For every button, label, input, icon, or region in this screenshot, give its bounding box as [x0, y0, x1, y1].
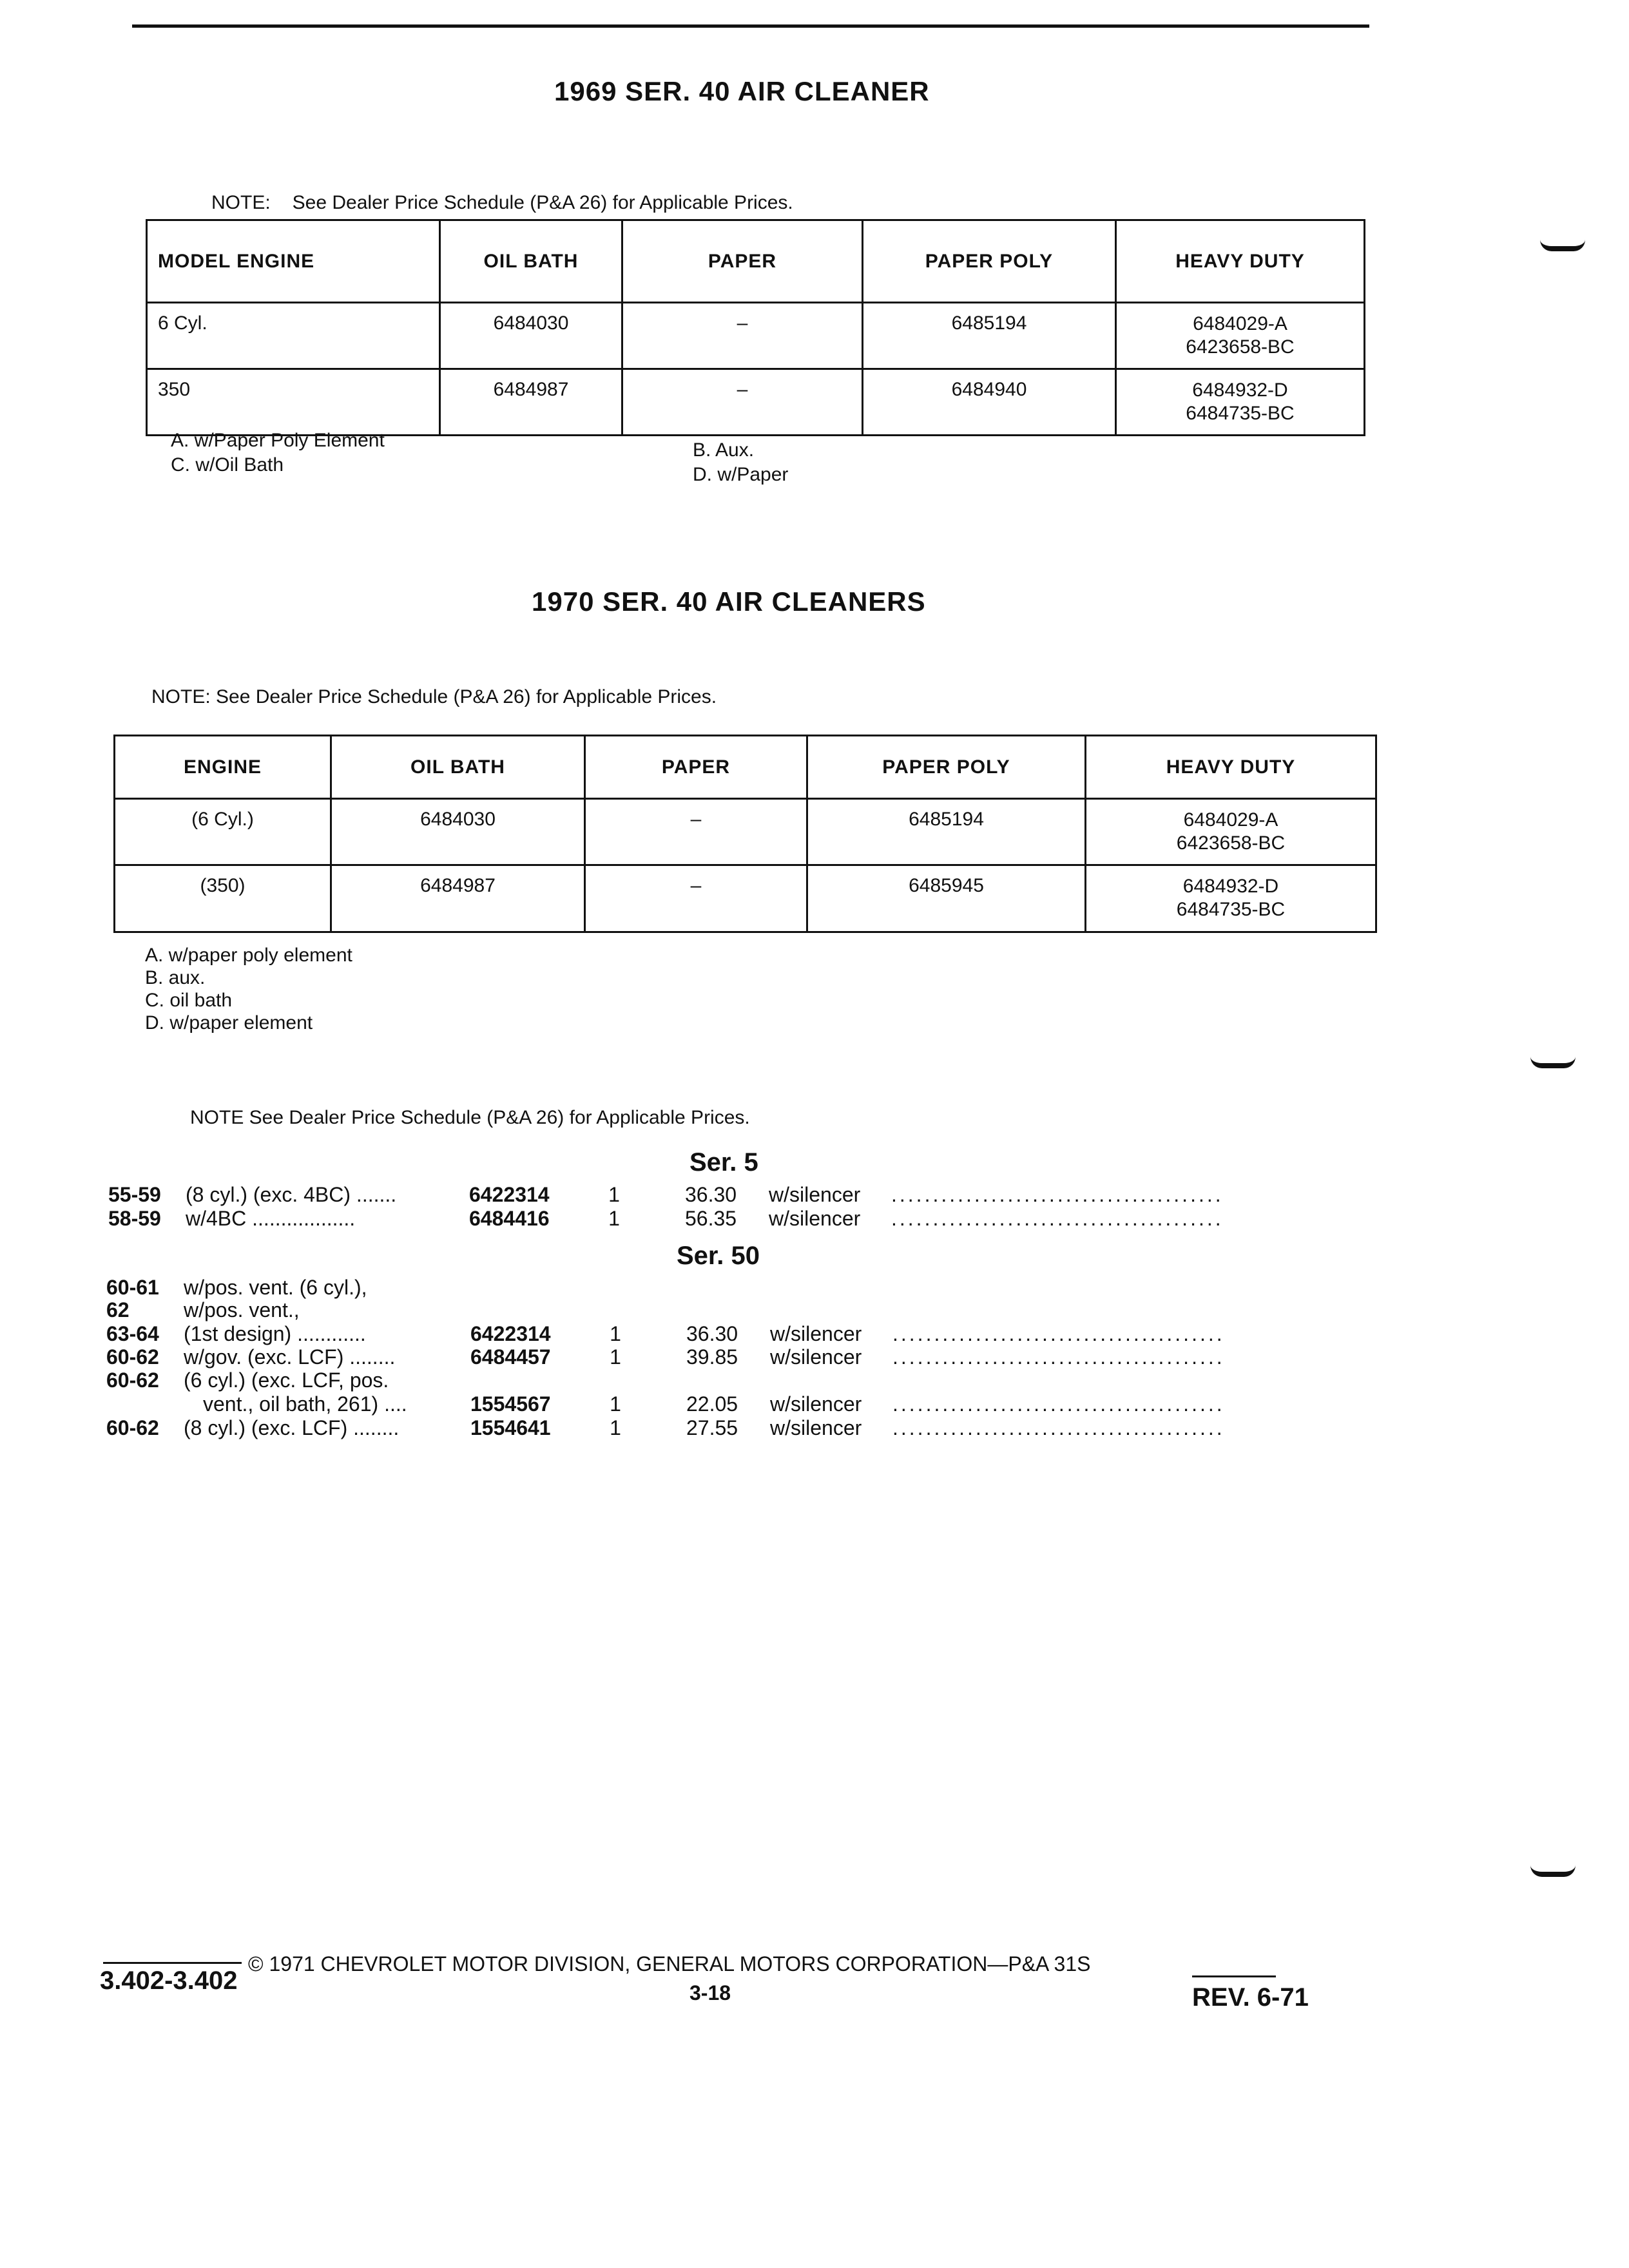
- list-item: [106, 1416, 1225, 1439]
- section1-table: [146, 219, 1365, 436]
- section1-footnotes-left: [171, 428, 385, 477]
- dot-leader: ........................................: [892, 1416, 1225, 1439]
- column-header: HEAVY DUTY: [1116, 220, 1365, 303]
- binding-mark: [1530, 1865, 1576, 1877]
- column-header: OIL BATH: [331, 736, 585, 799]
- description: w/gov. (exc. LCF) ........: [184, 1345, 396, 1369]
- part-number: 6422314: [470, 1322, 551, 1345]
- heavy-duty-part: 6484029-A: [1193, 313, 1287, 334]
- footnote: D. w/Paper: [693, 464, 789, 485]
- top-rule: [132, 24, 1369, 28]
- price: 27.55: [686, 1416, 738, 1439]
- footer-section-number: 3.402-3.402: [100, 1966, 238, 1995]
- section1-title: 1969 SER. 40 AIR CLEANER: [554, 76, 930, 106]
- heavy-duty-cell: [1086, 865, 1376, 932]
- heavy-duty-part: 6484932-D: [1192, 380, 1288, 401]
- quantity: 1: [610, 1392, 621, 1416]
- description: w/pos. vent. (6 cyl.),: [184, 1276, 367, 1299]
- section2-note: NOTE: See Dealer Price Schedule (P&A 26) for Applicable Prices.: [151, 686, 717, 707]
- paper-poly-cell: 6485945: [807, 865, 1086, 932]
- heavy-duty-part: 6484029-A: [1183, 809, 1278, 831]
- column-header: HEAVY DUTY: [1086, 736, 1376, 799]
- years: 55-59: [108, 1183, 161, 1206]
- dot-leader: ........................................: [892, 1392, 1225, 1416]
- list-item: [106, 1369, 389, 1392]
- footer-rule-left: [103, 1962, 242, 1964]
- section1-note-text: See Dealer Price Schedule (P&A 26) for Applicable Prices.: [292, 192, 793, 213]
- oil-bath-cell: 6484030: [440, 303, 622, 369]
- years: 62: [106, 1298, 130, 1321]
- part-number: 6422314: [469, 1183, 550, 1206]
- heavy-duty-cell: [1086, 799, 1376, 865]
- heavy-duty-part: 6484735-BC: [1186, 403, 1295, 424]
- section3-note: NOTE See Dealer Price Schedule (P&A 26) for Applicable Prices.: [190, 1107, 750, 1128]
- ser50-heading: Ser. 50: [677, 1242, 760, 1270]
- column-header: MODEL ENGINE: [147, 220, 440, 303]
- heavy-duty-part: 6484932-D: [1182, 876, 1279, 897]
- description: (6 cyl.) (exc. LCF, pos.: [184, 1369, 389, 1392]
- paper-cell: –: [585, 799, 807, 865]
- column-header: OIL BATH: [440, 220, 622, 303]
- description: (8 cyl.) (exc. LCF) ........: [184, 1416, 400, 1439]
- heavy-duty-cell: [1116, 303, 1365, 369]
- price: 36.30: [685, 1183, 737, 1206]
- footer-page-number: 3-18: [689, 1981, 731, 2004]
- footnote: D. w/paper element: [145, 1012, 313, 1033]
- years: 60-61: [106, 1276, 159, 1299]
- engine-cell: (350): [115, 865, 331, 932]
- paper-cell: –: [622, 369, 863, 436]
- section1-note: [211, 192, 793, 214]
- years: 60-62: [106, 1369, 159, 1392]
- heavy-duty-cell: [1116, 369, 1365, 436]
- quantity: 1: [610, 1322, 621, 1345]
- remark: w/silencer: [769, 1183, 861, 1206]
- list-item: [106, 1298, 300, 1321]
- column-header: ENGINE: [115, 736, 331, 799]
- binding-mark: [1540, 240, 1585, 251]
- heavy-duty-part: 6423658-BC: [1176, 832, 1286, 854]
- years: 63-64: [106, 1322, 159, 1345]
- footnote: C. w/Oil Bath: [171, 454, 284, 476]
- quantity: 1: [610, 1345, 621, 1369]
- description: (8 cyl.) (exc. 4BC) .......: [186, 1183, 397, 1206]
- section2-table: [113, 735, 1377, 933]
- section2-footnotes: [145, 944, 352, 1034]
- table-header-row: [147, 220, 1365, 303]
- heavy-duty-part: 6484735-BC: [1176, 899, 1286, 920]
- oil-bath-cell: 6484987: [331, 865, 585, 932]
- column-header: PAPER POLY: [863, 220, 1116, 303]
- footer-copyright: © 1971 CHEVROLET MOTOR DIVISION, GENERAL MOTORS CORPORATION—P&A 31S: [248, 1952, 1091, 1975]
- footnote: B. aux.: [145, 967, 206, 988]
- list-item: [106, 1322, 1225, 1345]
- list-item: [106, 1392, 1225, 1416]
- footnote: B. Aux.: [693, 439, 755, 461]
- ser5-heading: Ser. 5: [689, 1148, 758, 1177]
- list-item: [108, 1183, 1224, 1206]
- years: 60-62: [106, 1416, 159, 1439]
- section1-note-label: NOTE:: [211, 192, 271, 213]
- table-row: [147, 369, 1365, 436]
- dot-leader: ........................................: [891, 1183, 1224, 1206]
- dot-leader: ........................................: [892, 1322, 1225, 1345]
- price: 22.05: [686, 1392, 738, 1416]
- engine-cell: 6 Cyl.: [147, 303, 440, 369]
- description: vent., oil bath, 261) ....: [203, 1392, 407, 1416]
- column-header: PAPER: [622, 220, 863, 303]
- remark: w/silencer: [770, 1345, 862, 1369]
- list-item: [108, 1207, 1224, 1230]
- quantity: 1: [608, 1207, 620, 1230]
- quantity: 1: [608, 1183, 620, 1206]
- description: w/4BC ..................: [186, 1207, 356, 1230]
- remark: w/silencer: [770, 1416, 862, 1439]
- list-item: [106, 1345, 1225, 1369]
- quantity: 1: [610, 1416, 621, 1439]
- oil-bath-cell: 6484030: [331, 799, 585, 865]
- part-number: 1554567: [470, 1392, 551, 1416]
- years: 60-62: [106, 1345, 159, 1369]
- footnote: C. oil bath: [145, 990, 233, 1011]
- column-header: PAPER: [585, 736, 807, 799]
- price: 39.85: [686, 1345, 738, 1369]
- price: 56.35: [685, 1207, 737, 1230]
- heavy-duty-part: 6423658-BC: [1186, 336, 1295, 358]
- footer-revision: REV. 6-71: [1192, 1983, 1309, 2012]
- list-item: [106, 1276, 367, 1299]
- table-row: [115, 799, 1376, 865]
- table-row: [147, 303, 1365, 369]
- section1-footnotes-right: [693, 438, 788, 487]
- paper-cell: –: [622, 303, 863, 369]
- paper-cell: –: [585, 865, 807, 932]
- remark: w/silencer: [770, 1392, 862, 1416]
- years: 58-59: [108, 1207, 161, 1230]
- paper-poly-cell: 6484940: [863, 369, 1116, 436]
- engine-cell: (6 Cyl.): [115, 799, 331, 865]
- remark: w/silencer: [770, 1322, 862, 1345]
- binding-mark: [1530, 1057, 1576, 1068]
- footer-rule-right: [1192, 1975, 1276, 1977]
- price: 36.30: [686, 1322, 738, 1345]
- oil-bath-cell: 6484987: [440, 369, 622, 436]
- description: w/pos. vent.,: [184, 1298, 300, 1321]
- paper-poly-cell: 6485194: [863, 303, 1116, 369]
- dot-leader: ........................................: [892, 1345, 1225, 1369]
- description: (1st design) ............: [184, 1322, 366, 1345]
- dot-leader: ........................................: [891, 1207, 1224, 1230]
- table-row: [115, 865, 1376, 932]
- part-number: 6484416: [469, 1207, 550, 1230]
- part-number: 1554641: [470, 1416, 551, 1439]
- engine-cell: 350: [147, 369, 440, 436]
- section2-title: 1970 SER. 40 AIR CLEANERS: [532, 586, 926, 617]
- table-header-row: [115, 736, 1376, 799]
- footnote: A. w/Paper Poly Element: [171, 430, 385, 451]
- part-number: 6484457: [470, 1345, 551, 1369]
- remark: w/silencer: [769, 1207, 861, 1230]
- paper-poly-cell: 6485194: [807, 799, 1086, 865]
- column-header: PAPER POLY: [807, 736, 1086, 799]
- footnote: A. w/paper poly element: [145, 945, 352, 966]
